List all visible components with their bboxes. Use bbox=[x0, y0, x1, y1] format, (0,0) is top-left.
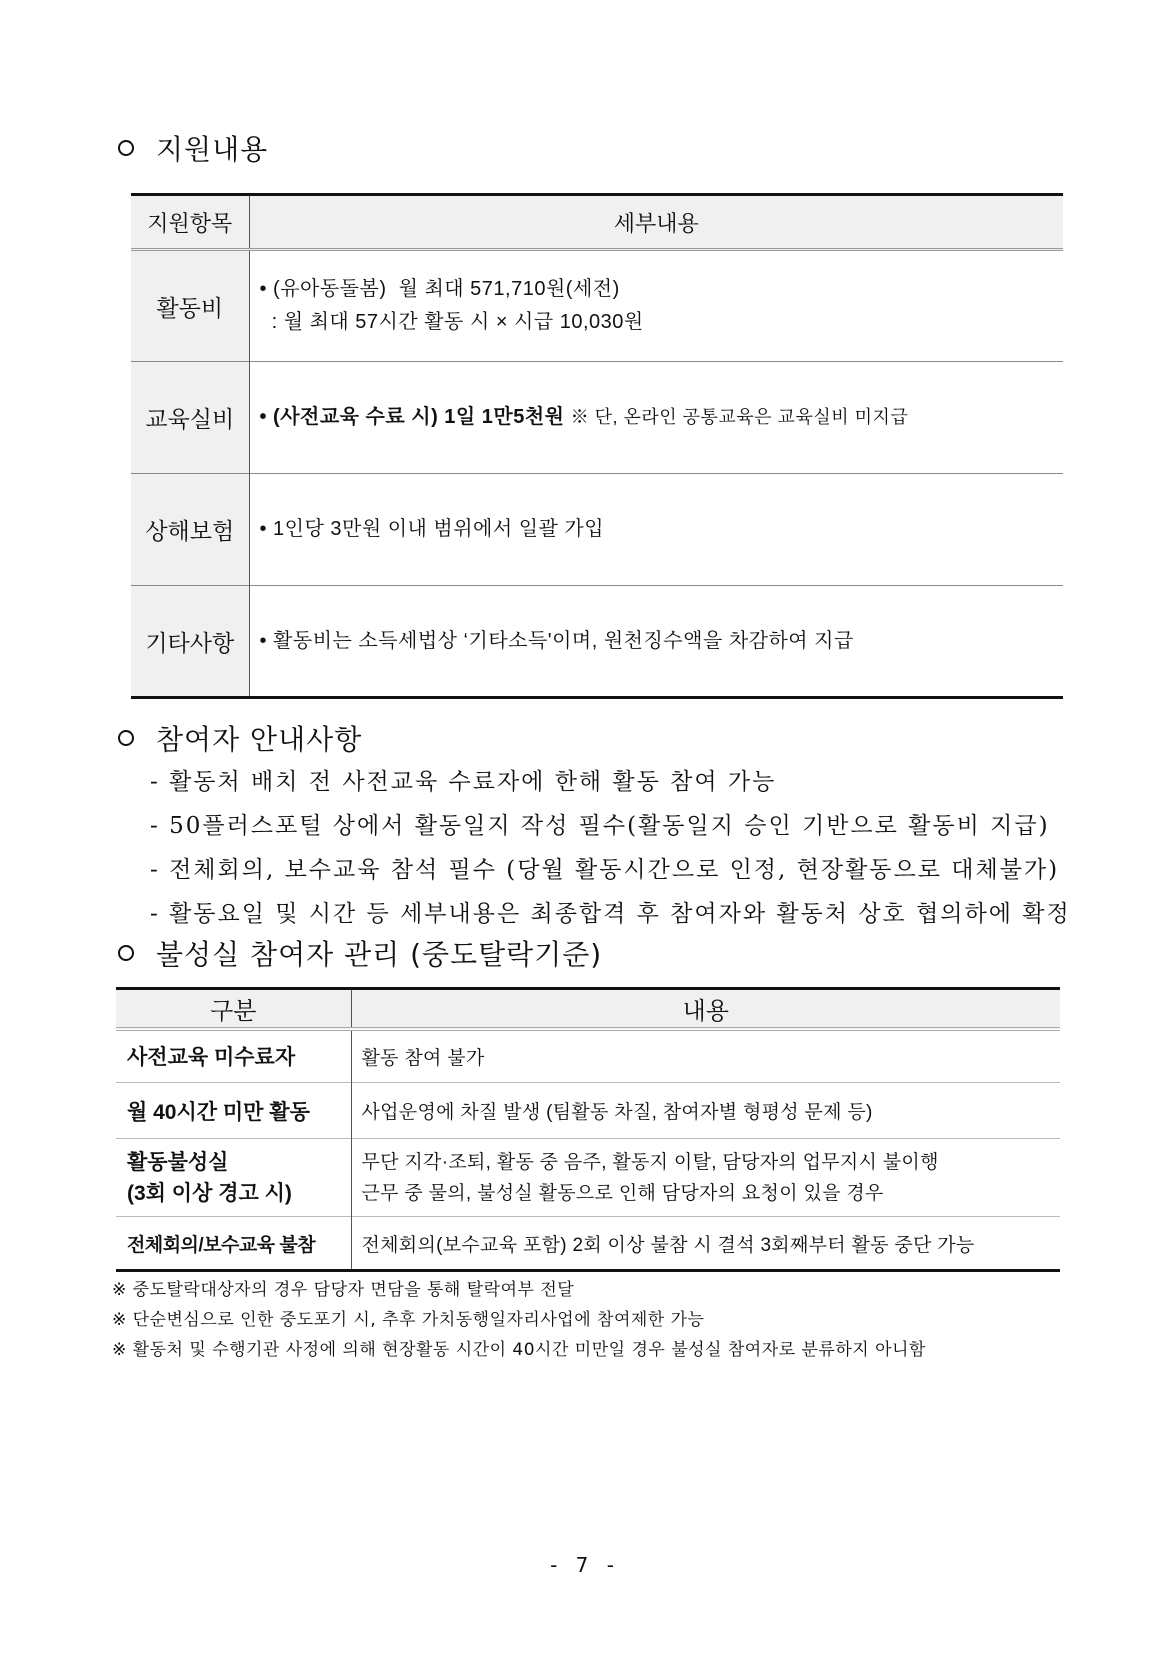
support-table-header bbox=[131, 195, 1063, 250]
row-content-line-2: 근무 중 물의, 불성실 활동으로 인해 담당자의 요청이 있을 경우 bbox=[361, 1182, 884, 1204]
row-label bbox=[116, 1139, 351, 1217]
list-item: - 활동요일 및 시간 등 세부내용은 최종합격 후 참여자와 활동처 상호 협의하에 확정 bbox=[150, 901, 1071, 927]
header-item: 지원항목 bbox=[131, 195, 249, 250]
row-content: 사업운영에 차질 발생 (팀활동 차질, 참여자별 형평성 문제 등) bbox=[351, 1083, 1060, 1139]
footnote: ※ 중도탈락대상자의 경우 담당자 면담을 통해 탈락여부 전달 bbox=[112, 1280, 575, 1300]
circle-bullet-icon bbox=[118, 730, 134, 746]
activity-fee-line-2: : 월 최대 57시간 활동 시 × 시급 10,030원 bbox=[259, 311, 644, 333]
row-content: 전체회의(보수교육 포함) 2회 이상 불참 시 결석 3회째부터 활동 중단 가능 bbox=[351, 1217, 1060, 1271]
table-row bbox=[116, 1083, 1060, 1139]
row-label-line-1: 활동불성실 bbox=[127, 1150, 229, 1174]
circle-bullet-icon bbox=[118, 945, 134, 961]
row-content-education bbox=[249, 362, 1063, 474]
list-item: - 50플러스포털 상에서 활동일지 작성 필수(활동일지 승인 기반으로 활동비 지급) bbox=[150, 813, 1050, 839]
support-section-heading bbox=[118, 128, 268, 168]
row-content-other: • 활동비는 소득세법상 ‘기타소득'이며, 원천징수액을 차감하여 지급 bbox=[249, 586, 1063, 698]
row-content-activity-fee bbox=[249, 250, 1063, 362]
row-label-education: 교육실비 bbox=[131, 362, 249, 474]
table-row bbox=[131, 250, 1063, 362]
table-row bbox=[116, 1029, 1060, 1083]
support-table bbox=[131, 193, 1063, 699]
header-category: 구분 bbox=[116, 989, 351, 1029]
footnote-list bbox=[112, 1275, 926, 1365]
activity-fee-line-1: • (유아동돌봄) 월 최대 571,710원(세전) bbox=[259, 278, 620, 300]
row-label-other: 기타사항 bbox=[131, 586, 249, 698]
participant-section-heading bbox=[118, 718, 362, 758]
row-label: 사전교육 미수료자 bbox=[127, 1046, 296, 1070]
row-label: 월 40시간 미만 활동 bbox=[116, 1083, 351, 1139]
page-number: - 7 - bbox=[550, 1553, 620, 1577]
header-content: 내용 bbox=[351, 989, 1060, 1029]
row-label-line-2: (3회 이상 경고 시) bbox=[127, 1181, 292, 1205]
education-note: ※ 단, 온라인 공통교육은 교육실비 미지급 bbox=[570, 407, 909, 427]
table-row bbox=[131, 362, 1063, 474]
circle-bullet-icon bbox=[118, 140, 134, 156]
footnote: ※ 활동처 및 수행기관 사정에 의해 현장활동 시간이 40시간 미만일 경우 불성실 참여자로 분류하지 아니함 bbox=[112, 1340, 926, 1360]
support-section-title: 지원내용 bbox=[156, 133, 269, 166]
participant-section-title: 참여자 안내사항 bbox=[156, 723, 363, 756]
header-detail: 세부내용 bbox=[249, 195, 1063, 250]
row-label-activity-fee: 활동비 bbox=[131, 250, 249, 362]
row-label-insurance: 상해보험 bbox=[131, 474, 249, 586]
list-item: - 전체회의, 보수교육 참석 필수 (당월 활동시간으로 인정, 현장활동으로 대체불가) bbox=[150, 857, 1060, 883]
dropout-section-heading bbox=[118, 933, 602, 973]
table-row bbox=[116, 1139, 1060, 1217]
row-content bbox=[351, 1139, 1060, 1217]
table-row bbox=[131, 474, 1063, 586]
row-content: 활동 참여 불가 bbox=[351, 1029, 1060, 1083]
dropout-table-header bbox=[116, 989, 1060, 1029]
row-content-line-1: 무단 지각·조퇴, 활동 중 음주, 활동지 이탈, 담당자의 업무지시 불이행 bbox=[361, 1151, 939, 1173]
row-label: 전체회의/보수교육 불참 bbox=[116, 1217, 351, 1271]
table-row bbox=[116, 1217, 1060, 1271]
table-row bbox=[131, 586, 1063, 698]
list-item: - 활동처 배치 전 사전교육 수료자에 한해 활동 참여 가능 bbox=[150, 769, 777, 795]
education-main: • (사전교육 수료 시) 1일 1만5천원 bbox=[259, 406, 571, 428]
dropout-criteria-table bbox=[116, 987, 1060, 1272]
row-content-insurance: • 1인당 3만원 이내 범위에서 일괄 가입 bbox=[249, 474, 1063, 586]
dropout-section-title: 불성실 참여자 관리 (중도탈락기준) bbox=[156, 938, 603, 971]
footnote: ※ 단순변심으로 인한 중도포기 시, 추후 가치동행일자리사업에 참여제한 가능 bbox=[112, 1310, 705, 1330]
participant-notice-list bbox=[150, 760, 1071, 936]
